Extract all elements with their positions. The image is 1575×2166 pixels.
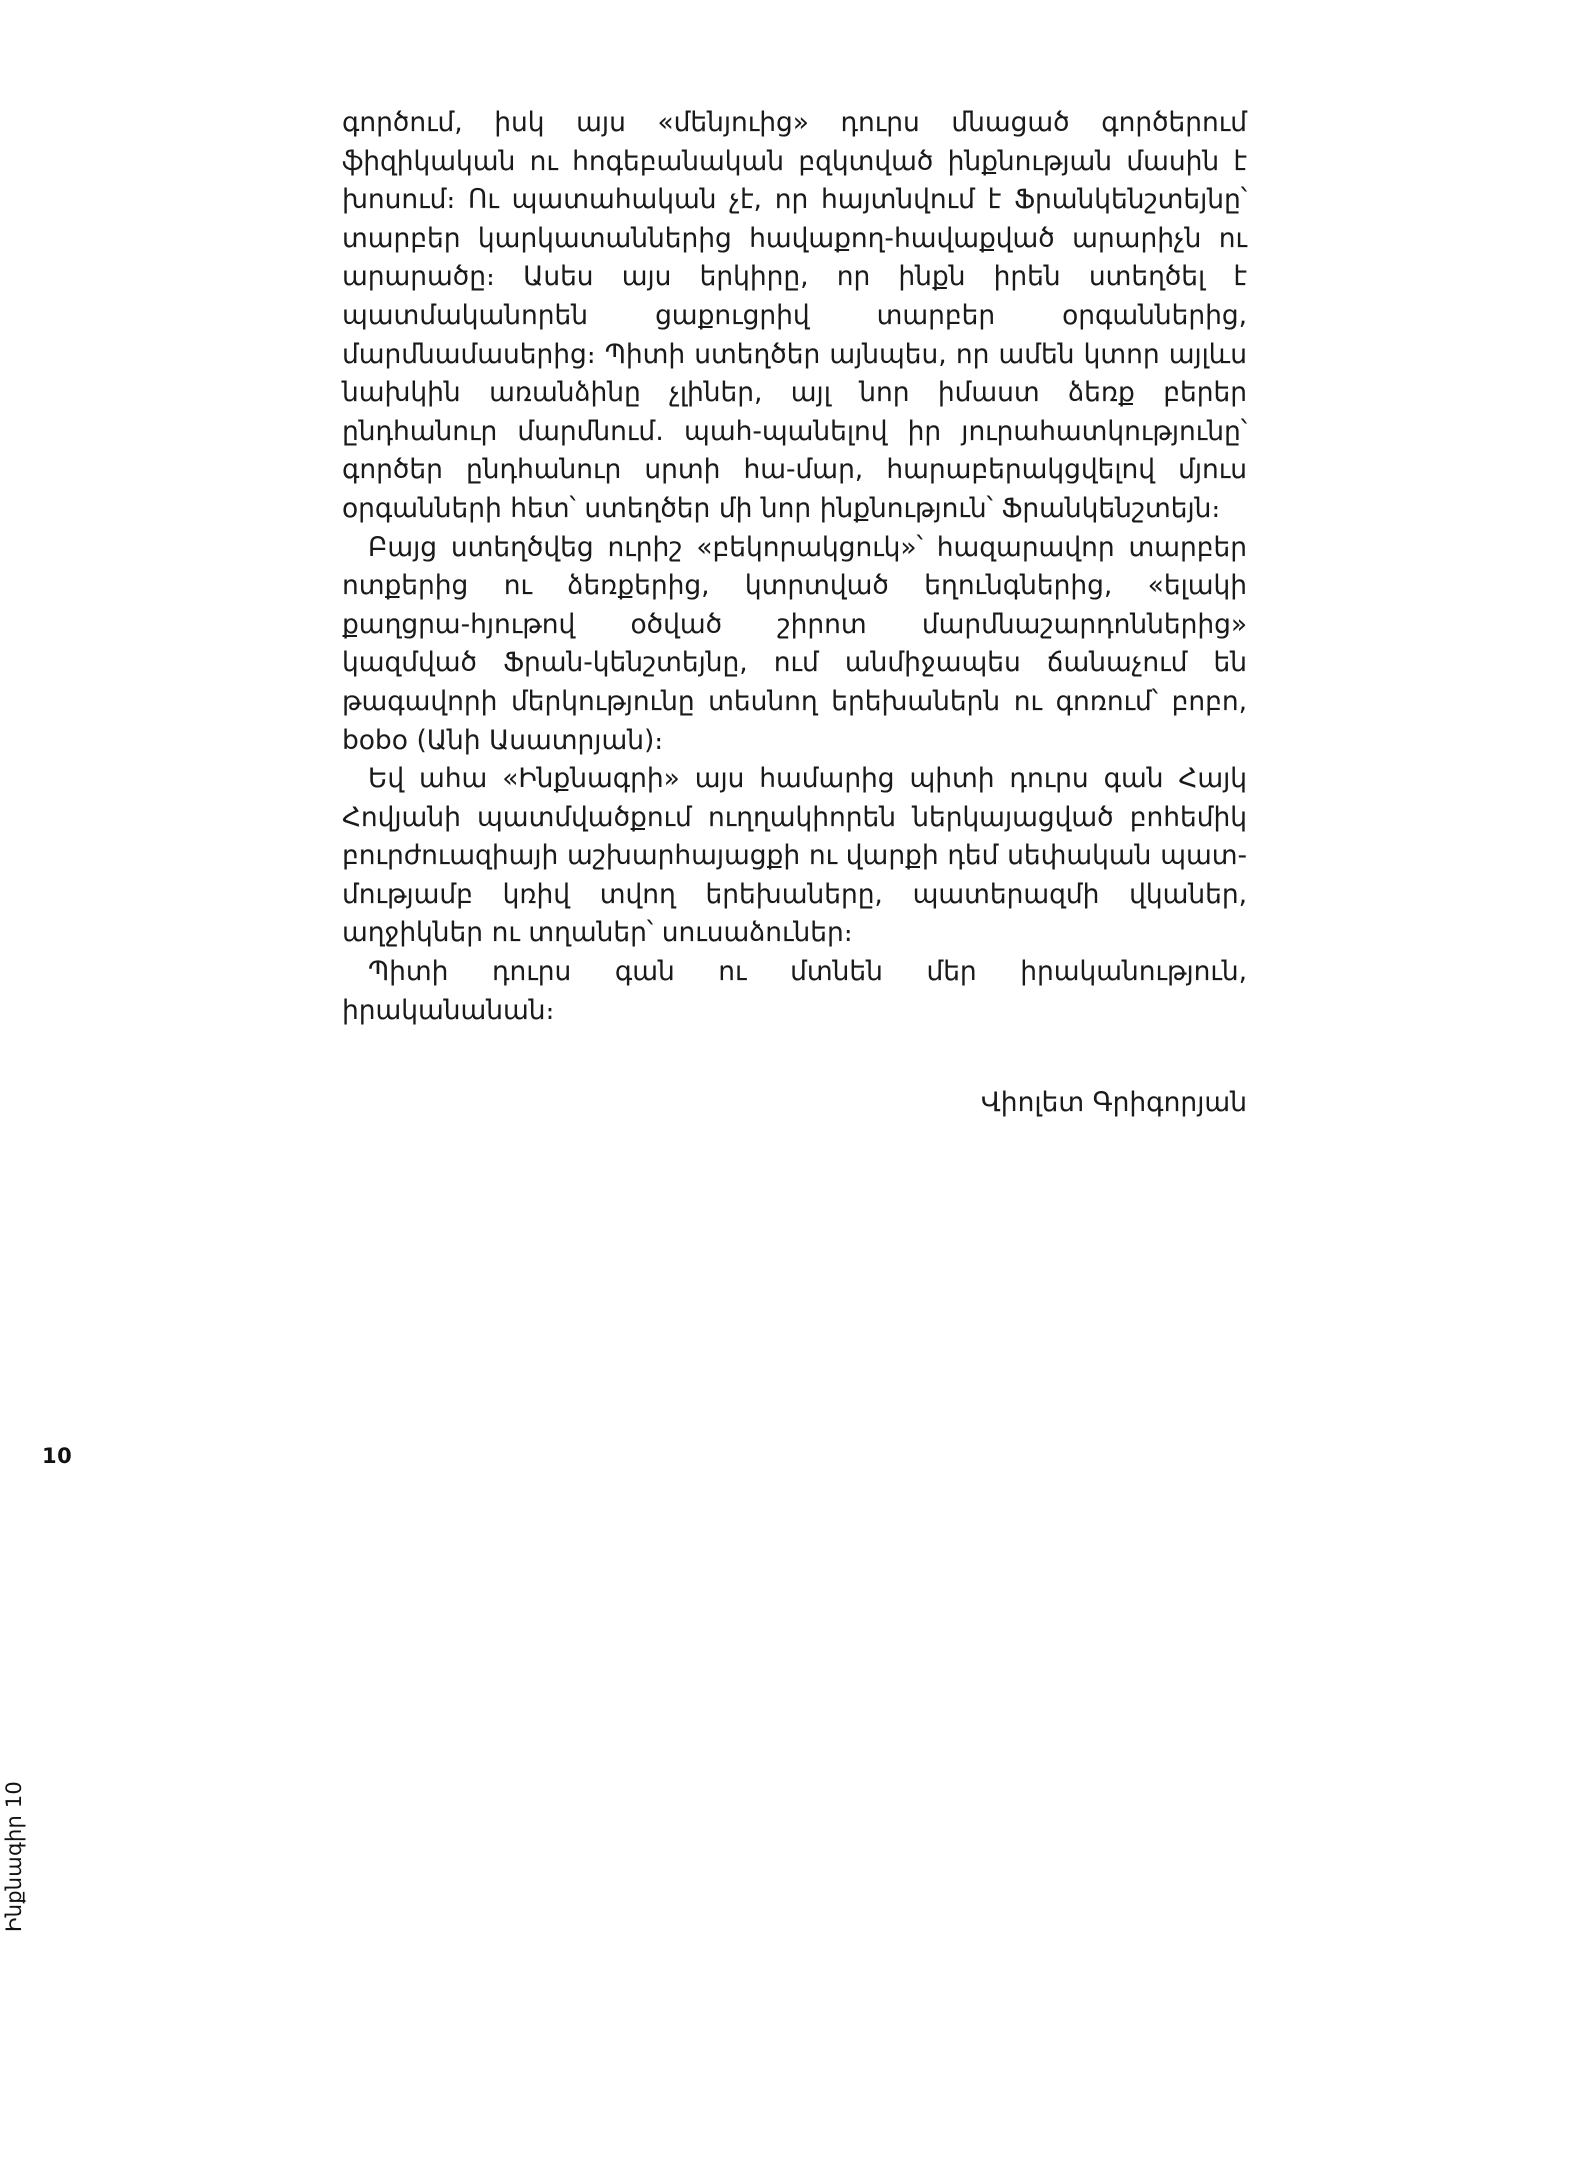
- running-head: Ինքնագիր 10: [2, 1781, 26, 1932]
- author-signature: Վիոլետ Գրիգորյան: [980, 1087, 1247, 1119]
- body-paragraph: Պիտի դուրս գան ու մտնեն մեր իրականություն, իրականանան։: [342, 956, 1247, 1026]
- body-paragraph: Բայց ստեղծվեց ուրիշ «բեկորակցուկ»՝ հազարավոր տարբեր ոտքերից ու ձեռքերից, կտրտված եղունգներից, «ելակի քաղցրա-հյութով օծված շիրոտ մարմնաշարդոններից» կազմված Ֆրան-կենշտեյնը, ում անմիջապես ճանաչում են թագավորի մերկությունը տեսնող երեխաներն ու գոռում՝ բոբո, bobo (Անի Ասատրյան)։: [342, 531, 1247, 756]
- body-paragraph: Եվ ահա «Ինքնագրի» այս համարից պիտի դուրս գան Հայկ Հովյանի պատմվածքում ուղղակիորեն ներկայացված բոհեմիկ բուրժուազիայի աշխարհայացքի ու վարքի դեմ սեփական պատ-մությամբ կռիվ տվող երեխաները, պատերազմի վկաներ, աղջիկներ ու տղաներ՝ սուսաձուներ։: [342, 763, 1247, 949]
- body-paragraph: գործում, իսկ այս «մենյուից» դուրս մնացած գործերում ֆիզիկական ու հոգեբանական բզկտված ինքնության մասին է խոսում։ Ու պատահական չէ, որ հայտնվում է Ֆրանկենշտեյնը՝ տարբեր կարկատաններից հավաքող-հավաքված արարիչն ու արարածը։ Ասես այս երկիրը, որ ինքն իրեն ստեղծել է պատմականորեն ցաքուցրիվ տարբեր օրգաններից, մարմնամասերից։ Պիտի ստեղծեր այնպես, որ ամեն կտոր այլևս նախկին առանձինը չլիներ, այլ նոր իմաստ ձեռք բերեր ընդհանուր մարմնում․ պահ-պանելով իր յուրահատկությունը՝ գործեր ընդհանուր սրտի հա-մար, հարաբերակցվելով մյուս օրգանների հետ՝ ստեղծեր մի նոր ինքնություն՝ Ֆրանկենշտեյն։: [342, 107, 1247, 524]
- page-number: 10: [42, 1444, 73, 1468]
- left-margin-rail: [0, 0, 118, 2166]
- body-text-column: [342, 104, 1247, 1123]
